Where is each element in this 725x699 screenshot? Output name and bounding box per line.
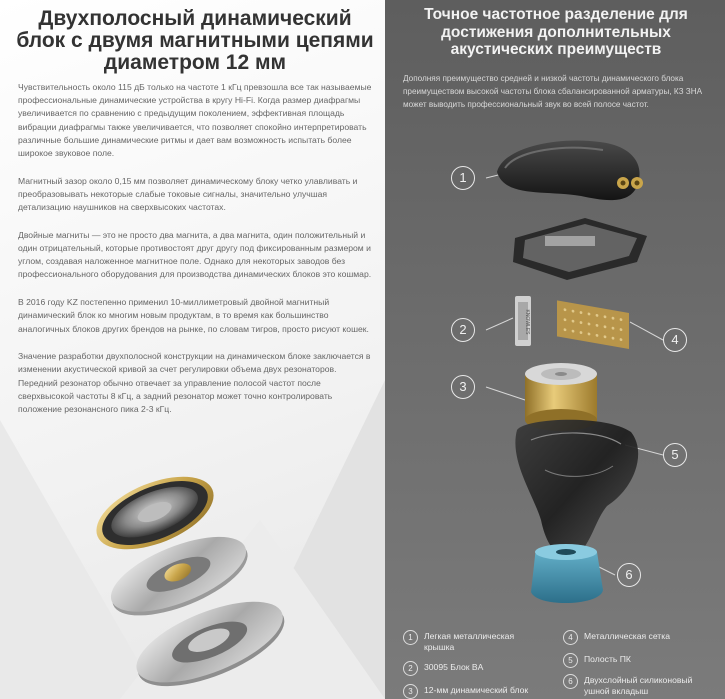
driver-exploded-illustration — [60, 468, 320, 699]
legend-item: 5 Полость ПК — [563, 653, 694, 668]
paragraph: В 2016 году KZ постепенно применил 10-миллиметровый двойной магнитный динамический блок ко многим новым продуктам, в то время как большинство аналогичных блоков других брендов на рынке, по словам тигров, просто рисуют кошек. — [18, 297, 369, 334]
legend-item: 3 12-мм динамический блок — [403, 684, 534, 699]
ba-unit — [515, 296, 531, 346]
legend-item: 6 Двухслойный силиконовый ушной вкладыш — [563, 674, 694, 697]
legend-item: 1 Легкая металлическая крышка — [403, 630, 534, 653]
pc-cavity — [515, 420, 638, 557]
ear-tip — [531, 544, 603, 603]
left-title: Двухполосный динамический блок с двумя магнитными цепями диаметром 12 мм — [16, 7, 374, 74]
callout-3: 3 — [451, 375, 475, 399]
right-description: Дополняя преимущество средней и низкой частоты динамического блока преимуществом высокой частоты блока сбалансированной арматуры, КЗ ЗНА может выводить профессиональный звук во всей полосе частот. — [403, 74, 703, 109]
callout-4: 4 — [663, 328, 687, 352]
callout-2: 2 — [451, 318, 475, 342]
left-body — [18, 81, 378, 431]
paragraph: Магнитный зазор около 0,15 мм позволяет динамическому блоку четко улавливать и преобразовывать некоторые слабые токовые сигналы, значительно улучшая детализацию наушников на сверхвысоких частотах. — [18, 175, 358, 213]
metal-cover — [497, 140, 643, 200]
right-panel — [385, 0, 725, 699]
legend-item: 2 30095 Блок BA — [403, 661, 534, 676]
inner-frame — [513, 218, 647, 280]
callout-1: 1 — [451, 166, 475, 190]
paragraph: Двойные магниты — это не просто два магнита, а два магнита, один положительный и один отрицательный, которые противостоят друг другу под фиксированным размером и углом, создавая наложенное магнитное поле. Однако для некоторых заводов без профессионального оборудования для производства динамических блоков это кошмар. — [18, 229, 372, 280]
right-title: Точное частотное разделение для достижения дополнительных акустических преимуществ — [424, 6, 688, 58]
svg-text:KNOWLES: KNOWLES — [524, 309, 530, 335]
metal-mesh — [557, 300, 629, 349]
parts-legend — [385, 620, 725, 699]
paragraph: Чувствительность около 115 дБ только на частоте 1 кГц превзошла все так называемые профессиональные динамические устройства в кругу Hi-Fi. Когда размер диафрагмы увеличивается по сравнению с предыдущим поколением, эффективная площадь вибрации диафрагмы также увеличивается, что позволяет спокойно интерпретировать различные большие динамические ритмы и дает вам возможность испытать более широкое звуковое поле. — [18, 82, 372, 159]
callout-6: 6 — [617, 563, 641, 587]
callout-5: 5 — [663, 443, 687, 467]
legend-item: 4 Металлическая сетка — [563, 630, 694, 645]
paragraph: Значение разработки двухполосной конструкции на динамическом блоке заключается в изменении акустической кривой за счет регулировки объема двух резонаторов. Передний резонатор обычно отвечает за управление полосой частот после сверхвысокой частоты 8 кГц, а задний резонатор может точно контролировать положение резонансного пика 2-3 кГц. — [18, 351, 371, 415]
